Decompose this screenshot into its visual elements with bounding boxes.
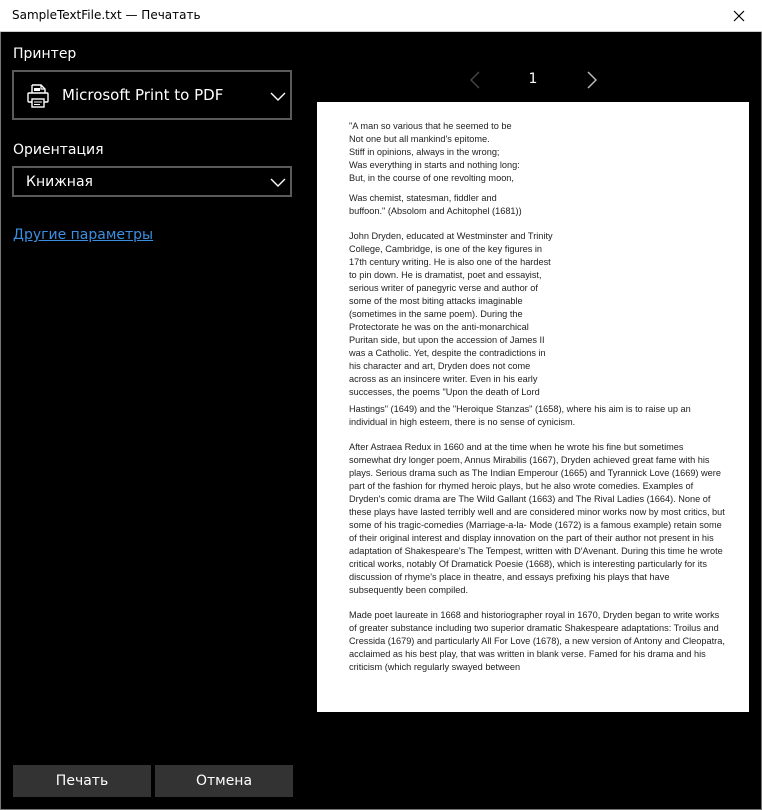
chevron-left-icon [470, 71, 480, 89]
preview-paragraph: After Astraea Redux in 1660 and at the time when he wrote his fine but sometimes somewhat dry longer poem, Annus Mirabilis (1667), Dryden achieved great fame with his plays. Serious drama such as The Indian Emperour (1665) and Tyrannick Love (1669) were part of the fashion for rhymed heroic plays, but he also wrote comedies. Examples of Dryden's comic drama are The Wild Gallant (1663) and The Rival Ladies (1664). None of these plays have lasted terribly well and are considered minor works now by most critics, but some of his tragic-comedies (Marriage-a-la- Mode (1672) is a famous example) retain some of their original interest and display innovation on the part of their author not present in his adaptation of Shakespeare's The Tempest, written with D'Avenant. During this time he wrote critical works, notably Of Dramatick Poesie (1668), which is interesting particularly for its discussion of rhyme's place in theatre, and essays prefixing his plays that have subsequently been compiled. [349, 442, 725, 595]
printer-name: Microsoft Print to PDF [62, 86, 224, 104]
preview-paragraph: John Dryden, educated at Westminster and Trinity College, Cambridge, is one of the key figures in 17th century writing. He is also one of the hardest to pin down. He is dramatist, poet and essayist, serious writer of panegyric verse and author of some of the most biting attacks imaginable (sometimes in the same poem). During the Protectorate he was on the anti-monarchical Puritan side, but upon the accession of James II was a Catholic. Yet, despite the contradictions in his character and art, Dryden does not come across as an insincere writer. Even in his early successes, the poems "Upon the death of Lord [349, 231, 553, 397]
more-settings-link[interactable]: Другие параметры [13, 227, 154, 243]
close-button[interactable] [716, 0, 762, 32]
title-bar [0, 0, 762, 32]
printer-label: Принтер [13, 46, 77, 62]
preview-paragraph: Hastings" (1649) and the "Heroique Stanzas" (1658), where his aim is to raise up an individual in high esteem, there is no sense of cynicism. [349, 404, 691, 427]
printer-icon [26, 83, 50, 109]
preview-paragraph: Made poet laureate in 1668 and historiographer royal in 1670, Dryden began to write works of greater substance including two superior dramatic Shakespeare adaptations: Troilus and Cressida (1679) and particularly All For Love (1678), a new version of Antony and Cleopatra, acclaimed as his best play, that was written in blank verse. Famed for his drama and his criticism (which regularly swayed between [349, 610, 725, 672]
chevron-right-icon [587, 71, 597, 89]
close-icon [733, 10, 745, 22]
preview-paragraph: Was chemist, statesman, fiddler and buffoon." (Absolom and Achitophel (1681)) [349, 193, 522, 216]
print-preview-page [317, 102, 749, 712]
preview-text [349, 120, 725, 681]
page-number: 1 [528, 71, 538, 87]
printer-select[interactable] [12, 70, 292, 120]
orientation-value: Книжная [26, 174, 93, 190]
cancel-button[interactable]: Отмена [155, 765, 293, 797]
preview-paragraph: "A man so various that he seemed to be Not one but all mankind's epitome. Stiff in opinions, always in the wrong; Was everything in starts and nothing long: But, in the course of one revolting moon, [349, 121, 520, 183]
next-page-button[interactable] [582, 70, 602, 90]
chevron-down-icon [270, 91, 286, 101]
orientation-select[interactable] [12, 166, 292, 197]
chevron-down-icon [270, 177, 286, 187]
prev-page-button[interactable] [465, 70, 485, 90]
orientation-label: Ориентация [13, 142, 104, 158]
window-title: SampleTextFile.txt — Печатать [12, 8, 201, 22]
print-button[interactable]: Печать [13, 765, 151, 797]
